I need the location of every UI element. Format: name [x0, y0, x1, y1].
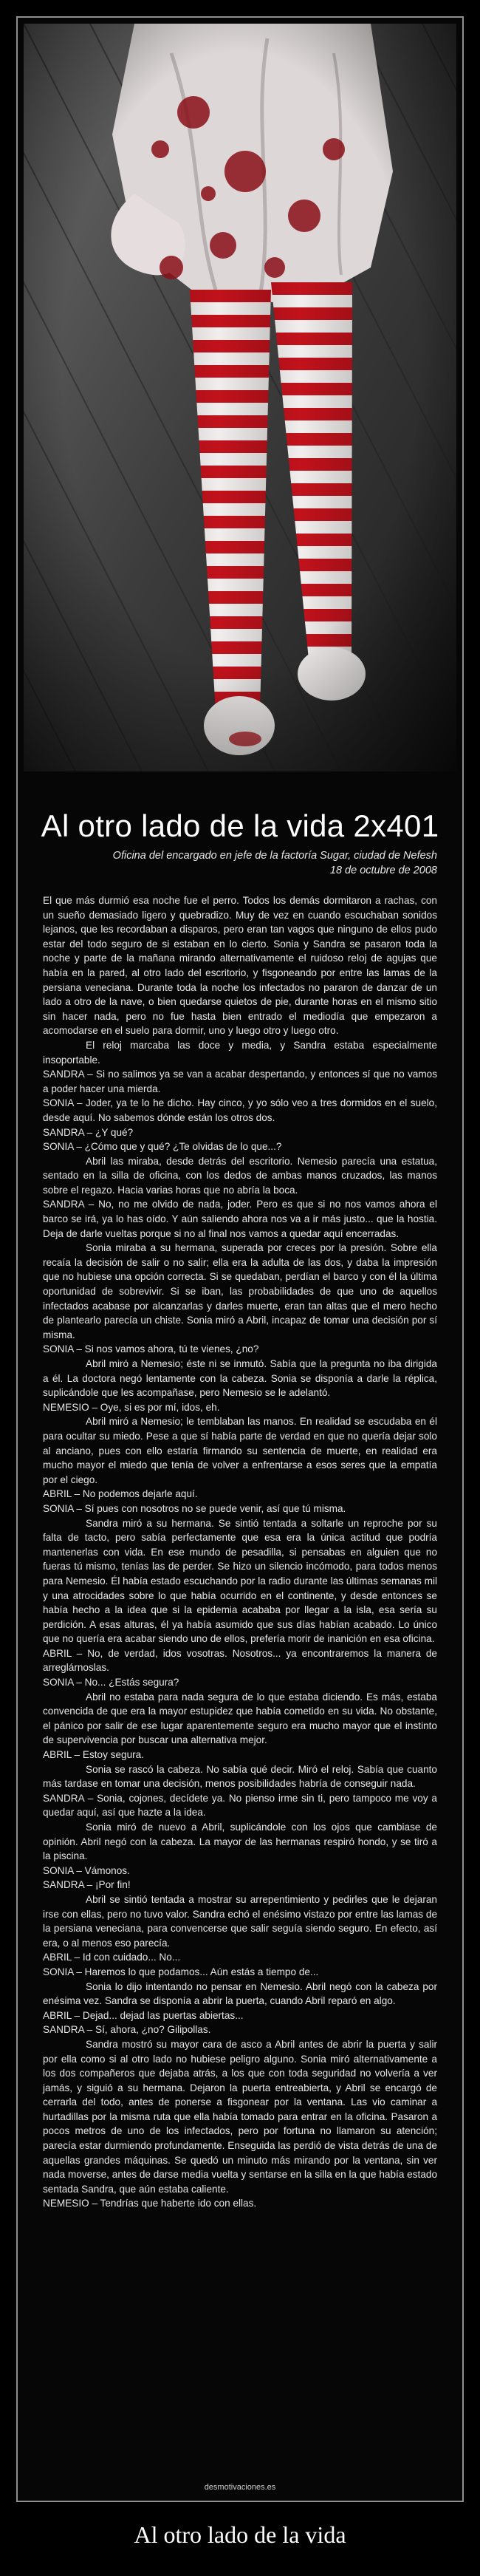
story-paragraph: Sonia miraba a su hermana, superada por creces por la presión. Sobre ella recaía la decisión de salir o no salir; ella era la adulta de las dos, y daba la impresión que no hubiese una opción correcta. Si se quedaban, perdían el barco y con él la última oportunidad de sobrevivir. Si se iban, las probabilidades de que uno de aquellos infectados acabase por alcanzarlas y darles muerte, eran tan altas que el mero hecho de plantearlo parecía un chiste. Sonia miró a Abril, incapaz de tomar una decisión por sí misma.	[43, 1242, 437, 1340]
story-paragraph: El reloj marcaba las doce y media, y Sandra estaba especialmente insoportable.	[43, 1039, 437, 1066]
photo-vignette	[24, 24, 456, 771]
story-paragraph: El que más durmió esa noche fue el perro. Todos los demás dormitaron a rachas, con un sueño demasiado ligero y quebradizo. Muy de vez en cuando escuchaban sonidos lejanos, que les recordaban a disparos, pero eran tan vagos que ninguno de ellos pudo estar del todo seguro de si estaban en lo cierto. Sonia y Sandra se pasaron toda la noche y parte de la mañana mirando alternativamente el ruidoso reloj de agujas que había en la pared, al otro lado del escritorio, y fisgoneando por entre las lamas de la persiana veneciana. Durante toda la noche los infectados no pararon de danzar de un lado a otro de la nave, o bien quedarse quietos de pie, durante horas en el mismo sitio sin hacer nada, pero no fue hasta bien entrado el mediodía que empezaron a acomodarse en el suelo para dormir, uno y luego otro y luego otro.	[43, 895, 437, 1037]
story-paragraph: ABRIL – Id con cuidado... No...	[43, 1952, 181, 1963]
doll-photo	[24, 24, 456, 771]
story-paragraph: Sonia lo dijo intentando no pensar en Nemesio. Abril negó con la cabeza por enésima vez. Sandra se disponía a abrir la puerta, cuando Abril reparó en algo.	[43, 1980, 437, 2007]
story-paragraph: SONIA – Sí pues con nosotros no se puede venir, así que tú misma.	[43, 1502, 346, 1514]
poster-subtitle-location: Oficina del encargado en jefe de la factoría Sugar, ciudad de Nefesh	[112, 850, 437, 862]
story-paragraph: Abril las miraba, desde detrás del escritorio. Nemesio parecía una estatua, sentado en la silla de oficina, con los dedos de ambas manos cruzados, las manos sobre el regazo. Hacia varias horas que no abría la boca.	[43, 1155, 437, 1196]
story-paragraph: SONIA – ¿Cómo que y qué? ¿Te olvidas de lo que...?	[43, 1141, 282, 1153]
story-paragraph: SONIA – Joder, ya te lo he dicho. Hay cinco, y yo sólo veo a tres dormidos en el suelo, desde aquí. No sabemos dónde están los otros dos.	[43, 1097, 437, 1123]
story-paragraph: Abril miró a Nemesio; le temblaban las manos. En realidad se escudaba en él para ocultar su miedo. Pese a que sí había parte de verdad en que no quería dejar solo al anciano, pues con ello estaría firmando su sentencia de muerte, en realidad era mucho mayor el miedo que tenía de volver a enfrentarse a esos seres que la empatía por el ciego.	[43, 1416, 437, 1485]
poster-subtitle-date: 18 de octubre de 2008	[329, 865, 437, 876]
story-paragraph: SONIA – Haremos lo que podamos... Aún estás a tiempo de...	[43, 1966, 319, 1977]
story-paragraph: SANDRA – Si no salimos ya se van a acabar despertando, y entonces sí que no vamos a poder hacer una mierda.	[43, 1069, 437, 1094]
story-paragraph: ABRIL – No, de verdad, idos vosotras. Nosotros... ya encontraremos la manera de arreglárnoslas.	[43, 1647, 437, 1674]
story-paragraph: Sandra mostró su mayor cara de asco a Abril antes de abrir la puerta y salir por ella como si al otro lado no hubiese peligro alguno. Sonia miró alternativamente a los dos compañeros que dejaba atrás, a los que con toda seguridad no volvería a ver jamás, y siguió a su hermana. Dejaron la puerta entreabierta, y Abril se encargó de cerrarla del todo, antes de ponerse a fisgonear por la ventana. Las vio caminar a hurtadillas por la misma ruta que ella había tomado para entrar en la oficina. Pasaron a pocos metros de uno de los infectados, pero por fortuna no llamaron su atención; parecía estar durmiendo profundamente. Enseguida las perdió de vista detrás de una de aquellas grandes máquinas. Se quedó un minuto más mirando por la ventana, sin ver nada moverse, antes de darse media vuelta y sentarse en la silla en la que había estado sentada Sandra, que aún estaba caliente.	[43, 2038, 437, 2195]
story-paragraph: SONIA – Si nos vamos ahora, tú te vienes, ¿no?	[43, 1343, 259, 1355]
story-paragraph: SANDRA – Sí, ahora, ¿no? Gilipollas.	[43, 2024, 211, 2036]
story-paragraph: SANDRA – ¡Por fin!	[43, 1879, 131, 1891]
story-paragraph: SONIA – No... ¿Estás segura?	[43, 1677, 179, 1689]
story-paragraph: SANDRA – Sonia, cojones, decídete ya. No pienso irme sin ti, pero tampoco me voy a quedar aquí, así que hazte a la idea.	[43, 1792, 437, 1819]
site-watermark: desmotivaciones.es	[204, 2483, 276, 2492]
story-paragraph: ABRIL – Dejad... dejad las puertas abiertas...	[43, 2009, 244, 2021]
poster-title: Al otro lado de la vida 2x401	[41, 808, 439, 843]
story-paragraph: Abril no estaba para nada segura de lo que estaba diciendo. Es más, estaba convencida de que era la mayor estupidez que había cometido en su vida. No obstante, el pánico por salir de ese lugar aparentemente seguro era mucho mayor que el instinto de supervivencia por buscar una alternativa mejor.	[43, 1691, 437, 1746]
caption-title: Al otro lado de la vida	[134, 2521, 346, 2548]
story-paragraph: NEMESIO – Tendrías que haberte ido con ellas.	[43, 2198, 257, 2209]
story-paragraph: ABRIL – Estoy segura.	[43, 1749, 145, 1761]
story-paragraph: ABRIL – No podemos dejarle aquí.	[43, 1488, 198, 1500]
story-paragraph: Sonia se rascó la cabeza. No sabía qué decir. Miró el reloj. Sabía que cuanto más tardase en tomar una decisión, menos posibilidades habría de conseguir nada.	[43, 1763, 437, 1790]
story-paragraph: SANDRA – No, no me olvido de nada, joder. Pero es que si no nos vamos ahora el barco se irá, ya lo has oído. Y aún saliendo ahora nos va a ir más justo... que la hostia. Deja de darle vueltas porque si no al final nos vamos a quedar aquí encerradas.	[43, 1199, 437, 1239]
story-paragraph: SONIA – Vámonos.	[43, 1864, 130, 1876]
story-paragraph: Sonia miró de nuevo a Abril, suplicándole con los ojos que cambiase de opinión. Abril negó con la cabeza. La mayor de las hermanas respiró hondo, y se tiró a la piscina.	[43, 1822, 437, 1862]
doll-illustration	[24, 24, 456, 771]
poster-frame	[16, 16, 464, 2502]
story-text	[43, 893, 437, 2211]
story-paragraph: Abril se sintió tentada a mostrar su arrepentimiento y pedirles que le dejaran irse con ellas, pero no tuvo valor. Sandra echó el enésimo vistazo por entre las lamas de la persiana veneciana, para convencerse que salir seguía siendo seguro. En efecto, así era, o al menos eso parecía.	[43, 1893, 437, 1949]
story-paragraph: Abril miró a Nemesio; éste ni se inmutó. Sabía que la pregunta no iba dirigida a él. La doctora negó lentamente con la cabeza. Sonia se disponía a darle la réplica, suplicándole que les acompañase, pero Nemesio se le adelantó.	[43, 1358, 437, 1399]
story-paragraph: Sandra miró a su hermana. Se sintió tentada a soltarle un reproche por su falta de tacto, pero sabía perfectamente que esa era la única actitud que podría mantenerlas con vida. En ese mundo de pesadilla, si pensabas en alguien que no fueras tú mismo, tenías las de perder. Se hizo un silencio incómodo, para todos menos para Nemesio. Él había estado escuchando por la radio durante las últimas semanas mil y una atrocidades sobre lo que había ocurrido en el continente, y desde entonces se había hecho a la idea que si la epidemia acababa por llegar a la isla, esa sería su perdición. A esas alturas, él ya había asumido que sus días habían acabado. Lo único que no quería era acabar siendo uno de ellos, prefería morir de inanición en esa oficina.	[43, 1517, 437, 1645]
story-paragraph: SANDRA – ¿Y qué?	[43, 1126, 134, 1138]
story-paragraph: NEMESIO – Oye, si es por mí, idos, eh.	[43, 1401, 220, 1413]
